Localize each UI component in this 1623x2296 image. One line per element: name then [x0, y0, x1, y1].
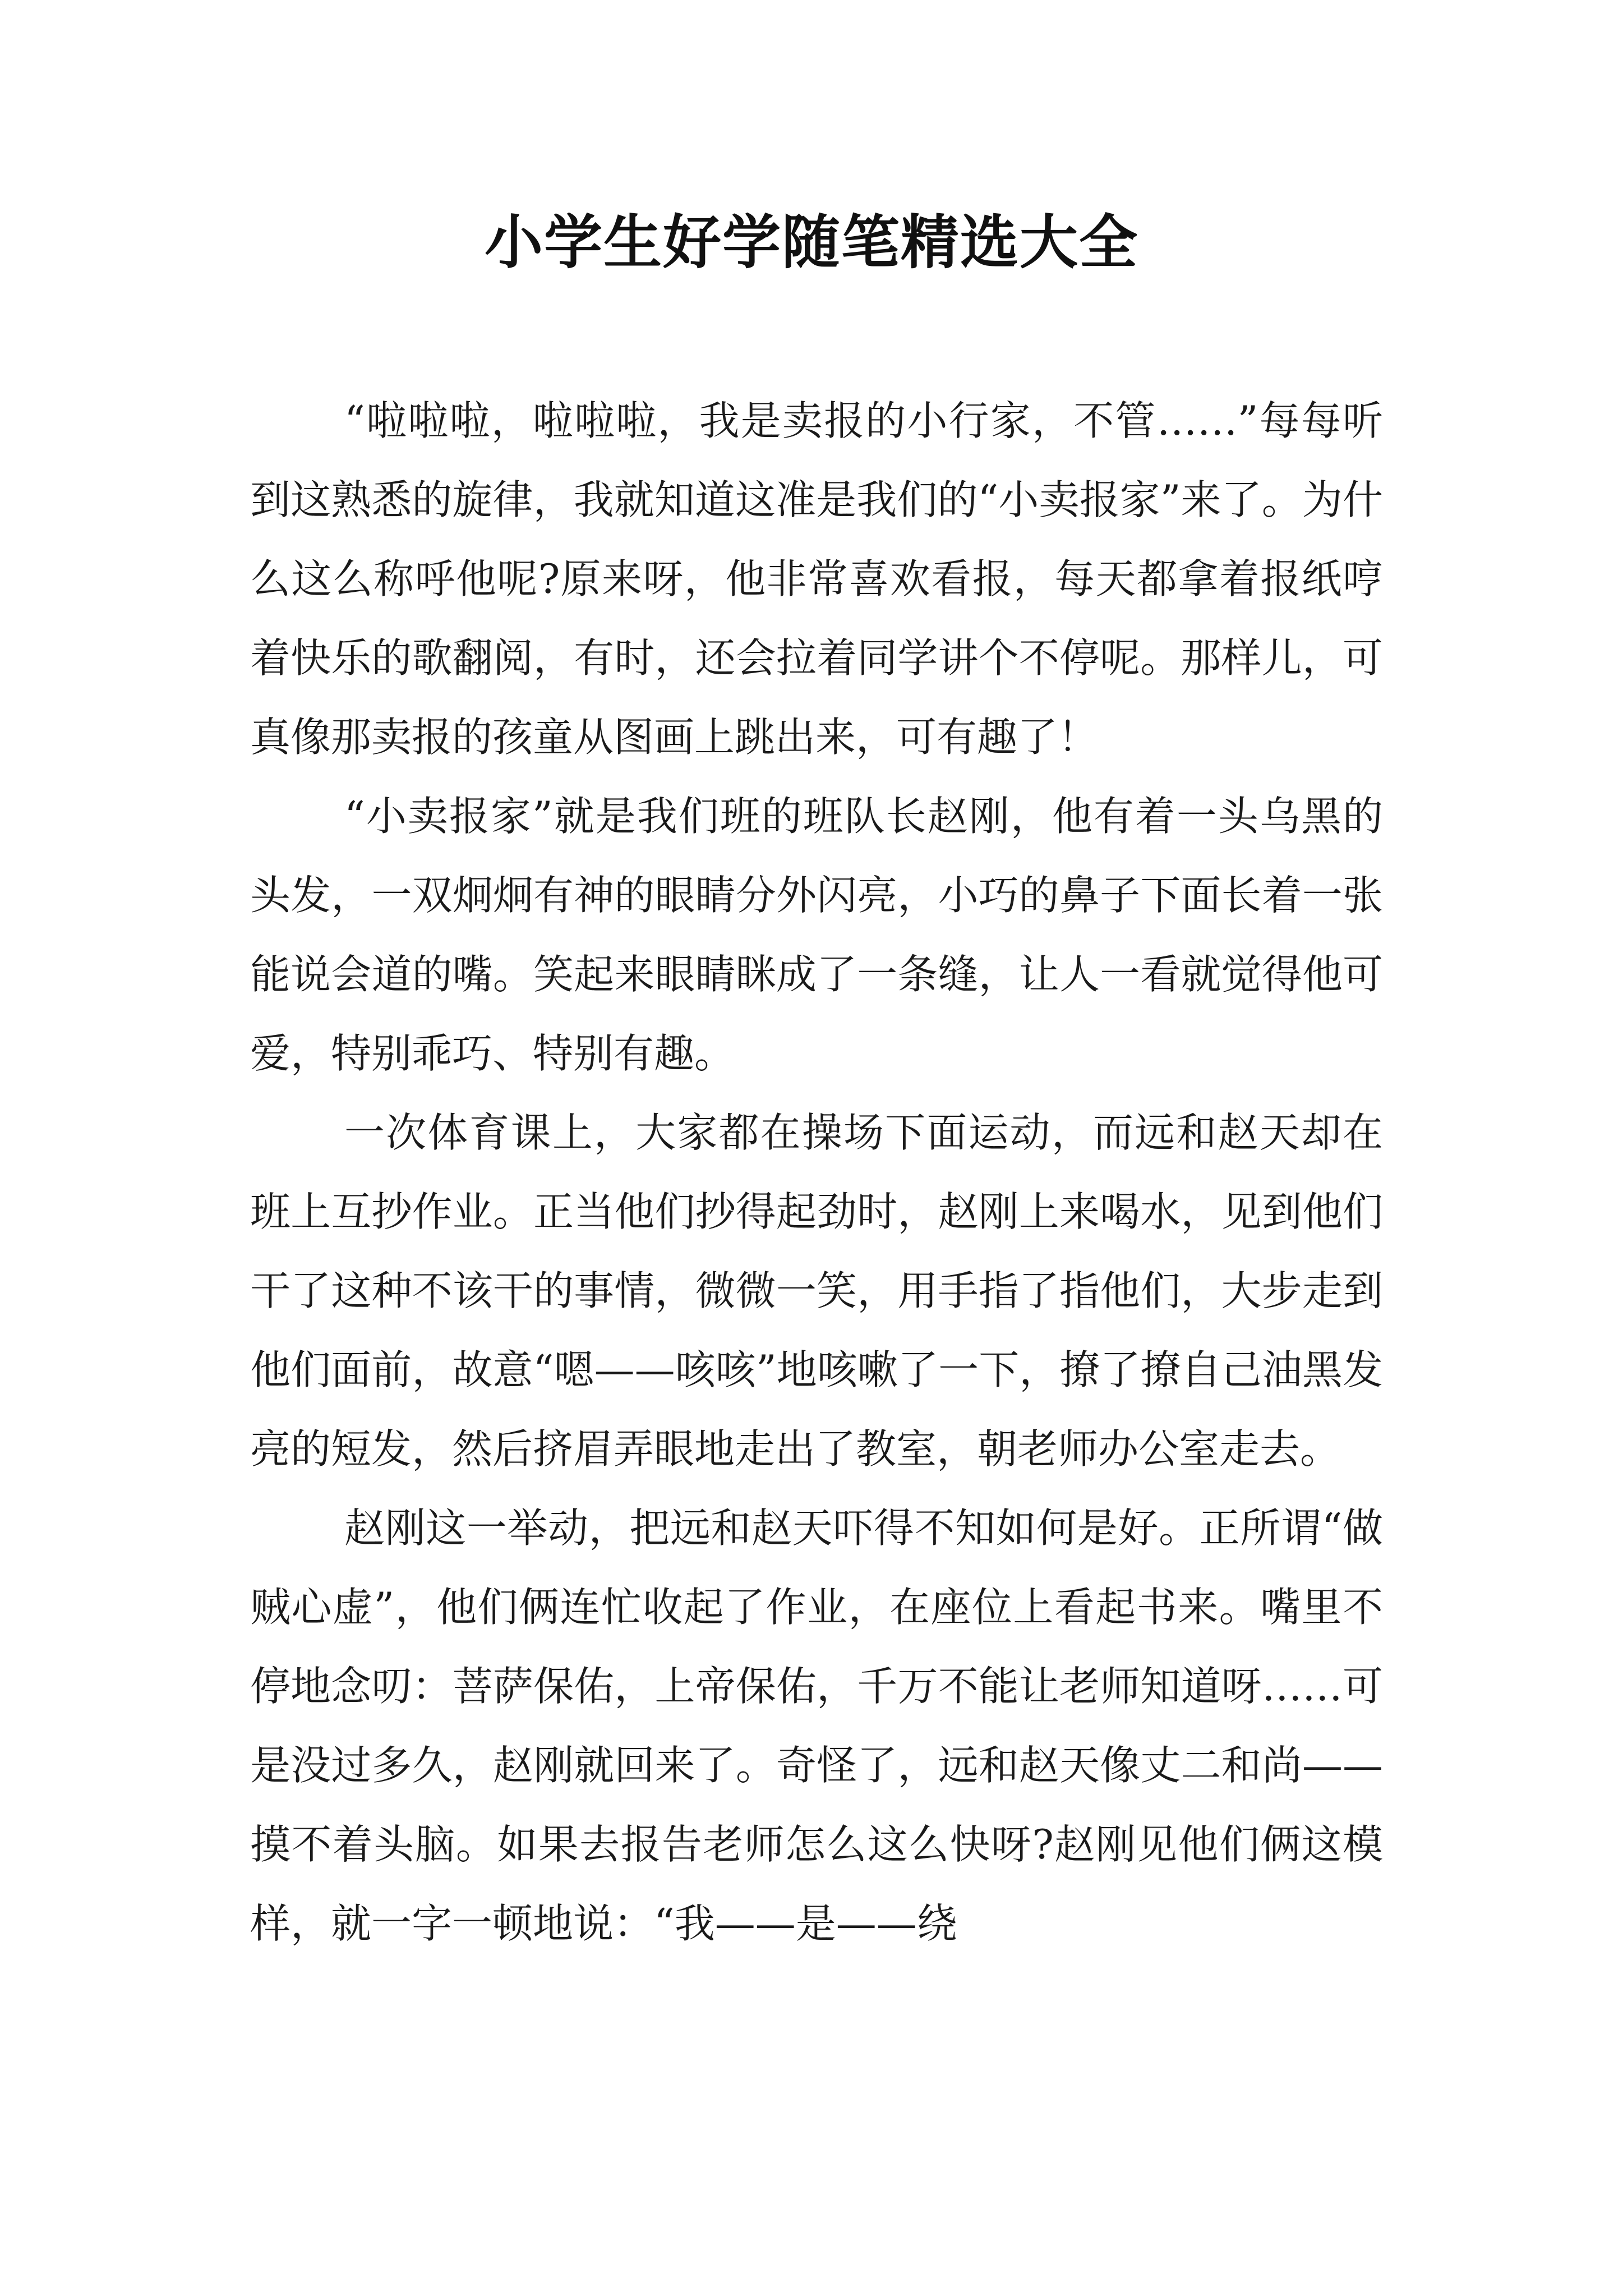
paragraph-4: 赵刚这一举动，把远和赵天吓得不知如何是好。正所谓“做贼心虚”，他们俩连忙收起了作业，在座位上看起书来。嘴里不停地念叨：菩萨保佑，上帝保佑，千万不能让老师知道呀……可是没过多久，赵刚就回来了。奇怪了，远和赵天像丈二和尚——摸不着头脑。如果去报告老师怎么这么快呀?赵刚见他们俩这模样，就一字一顿地说：“我——是——绕 [250, 1504, 1383, 1947]
document-body [250, 381, 1383, 1963]
paragraph-3: 一次体育课上，大家都在操场下面运动，而远和赵天却在班上互抄作业。正当他们抄得起劲时，赵刚上来喝水，见到他们干了这种不该干的事情，微微一笑，用手指了指他们，大步走到他们面前，故意“嗯——咳咳”地咳嗽了一下，撩了撩自己油黑发亮的短发，然后挤眉弄眼地走出了教室，朝老师办公室走去。 [250, 1109, 1383, 1473]
paragraph-2: “小卖报家”就是我们班的班队长赵刚，他有着一头乌黑的头发，一双炯炯有神的眼睛分外闪亮，小巧的鼻子下面长着一张能说会道的嘴。笑起来眼睛眯成了一条缝，让人一看就觉得他可爱，特别乖巧、特别有趣。 [250, 793, 1383, 1077]
document-title: 小学生好学随笔精选大全 [484, 208, 1138, 277]
paragraph-1: “啦啦啦，啦啦啦，我是卖报的小行家，不管……”每每听到这熟悉的旋律，我就知道这准是我们的“小卖报家”来了。为什么这么称呼他呢?原来呀，他非常喜欢看报，每天都拿着报纸哼着快乐的歌翻阅，有时，还会拉着同学讲个不停呢。那样儿，可真像那卖报的孩童从图画上跳出来，可有趣了！ [250, 397, 1383, 761]
